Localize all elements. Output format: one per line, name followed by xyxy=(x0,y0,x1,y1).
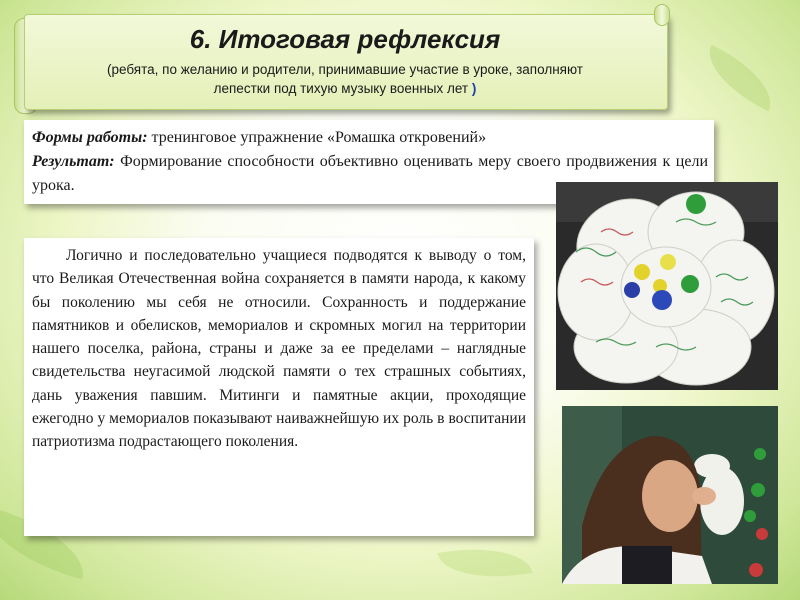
chamomile-illustration xyxy=(556,182,778,390)
blue-magnet-icon xyxy=(624,282,640,298)
subtitle-close-paren: ) xyxy=(471,81,477,96)
paper-chamomile-photo xyxy=(556,182,778,390)
forms-label: Формы работы: xyxy=(32,129,148,146)
result-label: Результат: xyxy=(32,153,115,170)
slide-subtitle xyxy=(40,60,650,98)
student-at-board-photo xyxy=(562,406,778,584)
slide-title: 6. Итоговая рефлексия xyxy=(189,24,501,54)
forms-value: тренинговое упражнение «Ромашка откровений» xyxy=(147,129,487,146)
subtitle-line-2: лепестки под тихую музыку военных лет xyxy=(213,81,469,96)
scroll-curl-right xyxy=(654,4,670,26)
result-value: Формирование способности объективно оценивать меру своего продвижения к цели урока. xyxy=(32,153,708,194)
student-illustration xyxy=(562,406,778,584)
decorative-leaf xyxy=(438,537,533,588)
yellow-magnet-icon xyxy=(634,264,650,280)
subtitle-line-1: (ребята, по желанию и родители, принимавшие участие в уроке, заполняют xyxy=(107,62,583,77)
body-paragraph: Логично и последовательно учащиеся подводятся к выводу о том, что Великая Отечественная война сохраняется в памяти народа, к какому бы поколению мы себя не относили. Сохранность и поддержание памятников и обелисков, мемориалов и скромных могил на территории нашего поселка, района, страны и даже за ее пределами – наглядные свидетельства неугасимой людской памяти о тех страшных событиях, дань уважения павшим. Митинги и памятные акции, проходящие ежегодно у мемориалов показывают наиважнейшую их роль в воспитании патриотизма подрастающего поколения. xyxy=(32,247,526,451)
decorative-leaf xyxy=(696,45,784,111)
green-magnet-icon xyxy=(686,194,706,214)
